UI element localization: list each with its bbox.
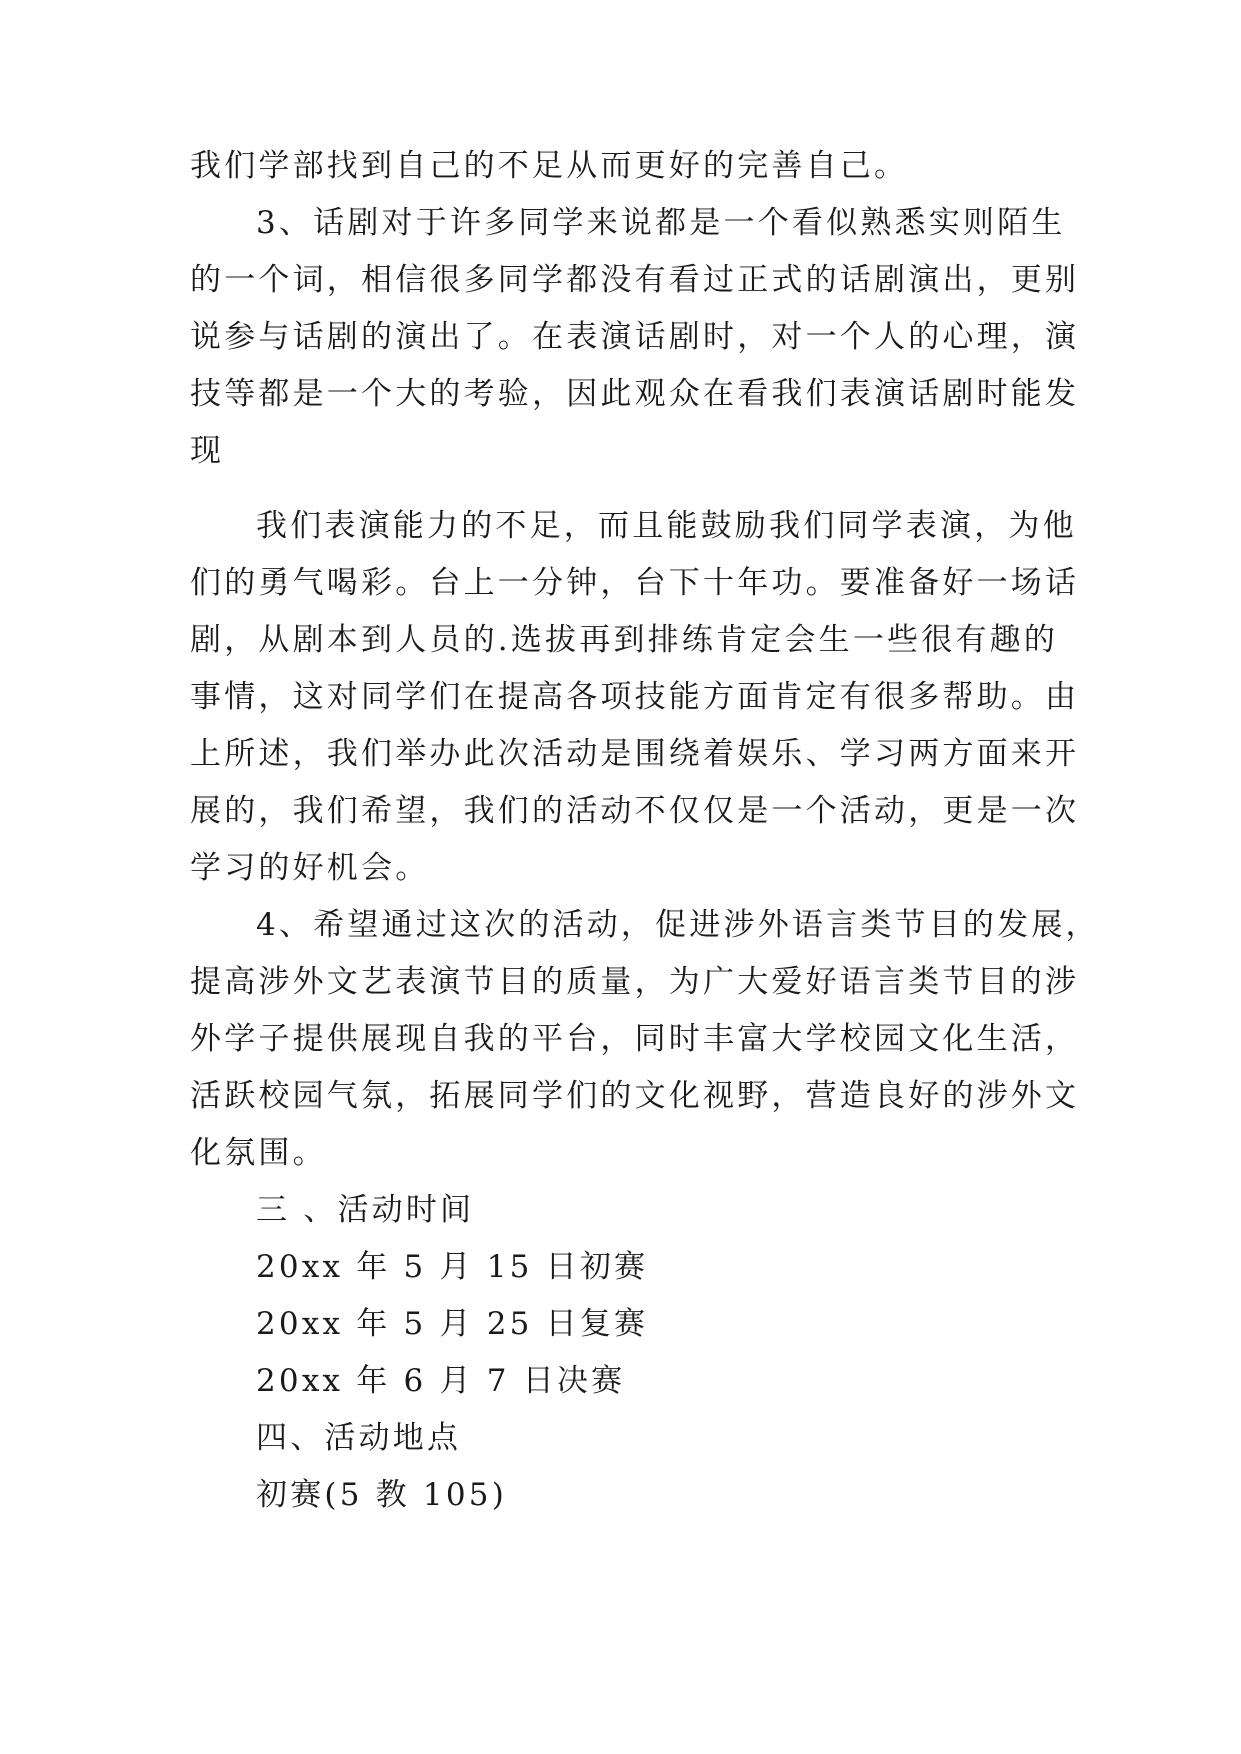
text-line: 学习的好机会。	[190, 850, 430, 886]
text-line: 说参与话剧的演出了。在表演话剧时，对一个人的心理，演	[190, 319, 1080, 355]
schedule-item: 20xx 年 6 月 7 日决赛	[256, 1363, 626, 1399]
text-line: 活跃校园气氛，拓展同学们的文化视野，营造良好的涉外文	[190, 1078, 1080, 1114]
text-line: 们的勇气喝彩。台上一分钟，台下十年功。要准备好一场话	[190, 565, 1080, 601]
text-line: 展的，我们希望，我们的活动不仅仅是一个活动，更是一次	[190, 793, 1080, 829]
venue-item: 初赛(5 教 105)	[256, 1477, 507, 1513]
text-line: 的一个词，相信很多同学都没有看过正式的话剧演出，更别	[190, 262, 1080, 298]
text-line: 化氛围。	[190, 1135, 327, 1171]
text-line: 剧，从剧本到人员的.选拔再到排练肯定会生一些很有趣的	[190, 622, 1059, 658]
text-line: 4、希望通过这次的活动，促进涉外语言类节目的发展，	[256, 907, 1100, 943]
text-line: 现	[190, 433, 225, 469]
text-line: 3、话剧对于许多同学来说都是一个看似熟悉实则陌生	[256, 205, 1066, 241]
text-line: 我们表演能力的不足，而且能鼓励我们同学表演，为他	[256, 508, 1077, 544]
section-heading: 三 、活动时间	[256, 1192, 475, 1228]
text-line: 外学子提供展现自我的平台，同时丰富大学校园文化生活，	[190, 1021, 1080, 1057]
text-line: 技等都是一个大的考验，因此观众在看我们表演话剧时能发	[190, 376, 1080, 412]
text-line: 我们学部找到自己的不足从而更好的完善自己。	[190, 148, 909, 184]
text-line: 上所述，我们举办此次活动是围绕着娱乐、学习两方面来开	[190, 736, 1080, 772]
schedule-item: 20xx 年 5 月 25 日复赛	[256, 1306, 649, 1342]
section-heading: 四、活动地点	[256, 1420, 462, 1456]
schedule-item: 20xx 年 5 月 15 日初赛	[256, 1249, 649, 1285]
text-line: 事情，这对同学们在提高各项技能方面肯定有很多帮助。由	[190, 679, 1080, 715]
text-line: 提高涉外文艺表演节目的质量，为广大爱好语言类节目的涉	[190, 964, 1080, 1000]
